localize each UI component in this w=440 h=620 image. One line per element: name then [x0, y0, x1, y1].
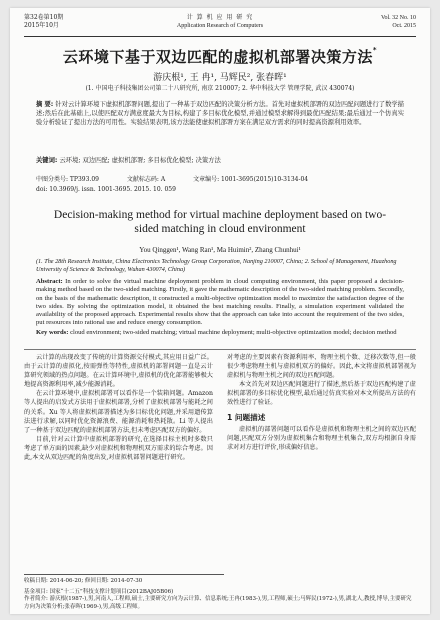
- section-heading: 1 问题描述: [227, 412, 266, 422]
- body-paragraph: 对考虑的主要因素有资源利用率、物理主机个数、迁移次数等,但一般很少考虑物理主机与虚拟机双方的偏好。因此,本文将虚拟机部署视为虚拟机与物理主机之间的双边匹配问题。: [227, 354, 416, 380]
- footnote-dates: [24, 574, 224, 585]
- abstract-cn-label: 摘 要:: [36, 101, 54, 108]
- title-text: 云环境下基于双边匹配的虚拟机部署决策方法: [62, 48, 373, 66]
- abstract-cn-text: 针对云计算环境下虚拟机部署问题,提出了一种基于双边匹配的决策分析方法。首先对虚拟机部署的双边匹配问题进行了数学描述;然后在此基础上,以使匹配双方满意度最大为目标,构建了多目标优化模型,并通过模型求解得到最优匹配结果;最后通过一个仿真实验分析验证了提出方法的可用性。实验结果表明,该方法能使虚拟机部署方案在满足双方需求的同时提高资源利用效率。: [36, 101, 404, 126]
- abstract-en: [36, 278, 404, 337]
- article-number: 文章编号: 1001-3695(2015)10-3134-04: [193, 176, 309, 183]
- author-bio: 作者简介: 游庆根(1987-),男,河南人,工程师,硕士,主要研究方向为云计算、信息系统;王冉(1983-),男,工程师,硕士;马辉民(1972-),男,湖北人,教授,博导,主要研究方向为决策分析;张春晖(1969-),男,高级工程师。: [24, 596, 412, 610]
- section-divider: [24, 349, 416, 350]
- running-header: [24, 14, 416, 37]
- body-paragraph: 在云计算环境中,虚拟机部署可以看作是一个装箱问题。Amazon 等人提出的启发式方法用于虚拟机部署,分析了虚拟机部署与能耗之间的关系。Xu 等人将虚拟机部署描述为多目标优化问题,并采用遗传算法进行求解,以同时优化资源浪费、能源消耗和热耗散。Li 等人提出了一种基于双边匹配的虚拟机部署方法,但未考虑匹配双方的偏好。: [24, 390, 213, 434]
- journal-name-en: Application Research of Computers: [176, 23, 264, 29]
- fund-info: 基金项目: 国家“十二五”科技支撑计划项目(2012BAJ05B06): [24, 589, 174, 595]
- keywords-en-text: cloud environment; two-sided matching; virtual machine deployment; multi-objective optimization model; decision method: [70, 328, 397, 336]
- body-column-left: [24, 353, 213, 566]
- abstract-cn: [36, 100, 404, 127]
- paper-page: [10, 8, 430, 614]
- authors-en: You Qinggen¹, Wang Ran¹, Ma Huimin², Zhang Chunhui¹: [139, 246, 301, 254]
- body-paragraph: 本文首先对双边匹配问题进行了描述,然后基于双边匹配构建了虚拟机部署的多目标优化模型,最后通过仿真实验对本文所提出方法的有效性进行了验证。: [227, 381, 416, 407]
- journal-date: 2015年10月: [24, 22, 59, 29]
- body-paragraph: 目前,针对云计算中虚拟机部署的研究,在选择目标主机时多数只考虑了单方面的因素,缺少对虚拟机和物理机双方需求的综合考虑。因此,本文从双边匹配的角度出发,对虚拟机部署问题进行研究。: [24, 435, 213, 462]
- authors-cn: 游庆根¹, 王 冉¹, 马辉民², 张春晖¹: [153, 73, 287, 83]
- paper-title-en: Decision-making method for virtual machine deployment based on two-sided matching in cloud environment: [53, 209, 387, 235]
- journal-name-cn: 计 算 机 应 用 研 究: [186, 14, 254, 21]
- document-code: 文献标志码: A: [126, 176, 166, 183]
- title-footnote-mark: *: [372, 46, 378, 54]
- body-paragraph: 虚拟机的部署问题可以看作是虚拟机和物理主机之间的双边匹配问题,匹配双方分别为虚拟机集合和物理主机集合,双方均根据自身需求对对方进行评价,形成偏好信息。: [227, 425, 416, 451]
- doi: doi: 10.3969/j. issn. 1001-3695. 2015. 10. 059: [36, 186, 176, 193]
- affiliation-cn: (1. 中国电子科技集团公司第二十八研究所, 南京 210007; 2. 华中科技大学 管理学院, 武汉 430074): [85, 85, 355, 92]
- classification-meta: [36, 174, 404, 193]
- keywords-cn: [36, 156, 404, 165]
- paper-title-cn: [10, 46, 430, 67]
- body-paragraph: 云计算的出现改变了传统的计算资源交付模式,其应用日益广泛。由于云计算的虚拟化,按需弹性等特性,虚拟机的部署问题一直是云计算研究领域的热点问题。在云计算环境中,虚拟机的优化部署能够极大地提高资源利用率,减少能源消耗。: [24, 354, 213, 389]
- keywords-cn-label: 关键词:: [36, 157, 58, 164]
- date-en: Oct. 2015: [392, 23, 416, 29]
- abstract-en-text: In order to solve the virtual machine deployment problem in cloud computing environment, this paper proposed a decision-making method based on the two-sided matching. Firstly, it gave the mathematic description of the two-sided matching problem. Secondly, on the basis of the mathematic description, it constructed a multi-objective optimization model to maximize the satisfaction degree of the two sides. By solving the optimization model, it obtained the best matching results. Finally, a simulation experiment validated the availability of the proposed approach. Experimental results show that the approach can take into account the requirement of the two sides, put resources into rational use and reduce energy consumption.: [36, 278, 404, 327]
- body-column-right: [227, 353, 416, 603]
- affiliation-en: (1. The 28th Research Institute, China Electronics Technology Group Corporation, Nanjing 210007, China; 2. School of Management, Huazhong University of Science & Technology, Wuhan 430074, China): [36, 258, 397, 273]
- header-right: [381, 14, 416, 30]
- keywords-cn-text: 云环境; 双边匹配; 虚拟机部署; 多目标优化模型; 决策方法: [59, 157, 221, 164]
- footnote-info: [24, 589, 416, 611]
- header-center: [24, 14, 416, 30]
- keywords-en-label: Key words:: [36, 328, 69, 336]
- keywords-en: [36, 329, 404, 337]
- volume-en: Vol. 32 No. 10: [380, 15, 416, 21]
- abstract-en-label: Abstract:: [36, 278, 63, 285]
- received-date: 收稿日期: 2014-06-20; 修回日期: 2014-07-30: [24, 578, 143, 584]
- clc-number: 中图分类号: TP393.09: [36, 176, 99, 183]
- journal-volume: 第32卷第10期: [24, 14, 64, 21]
